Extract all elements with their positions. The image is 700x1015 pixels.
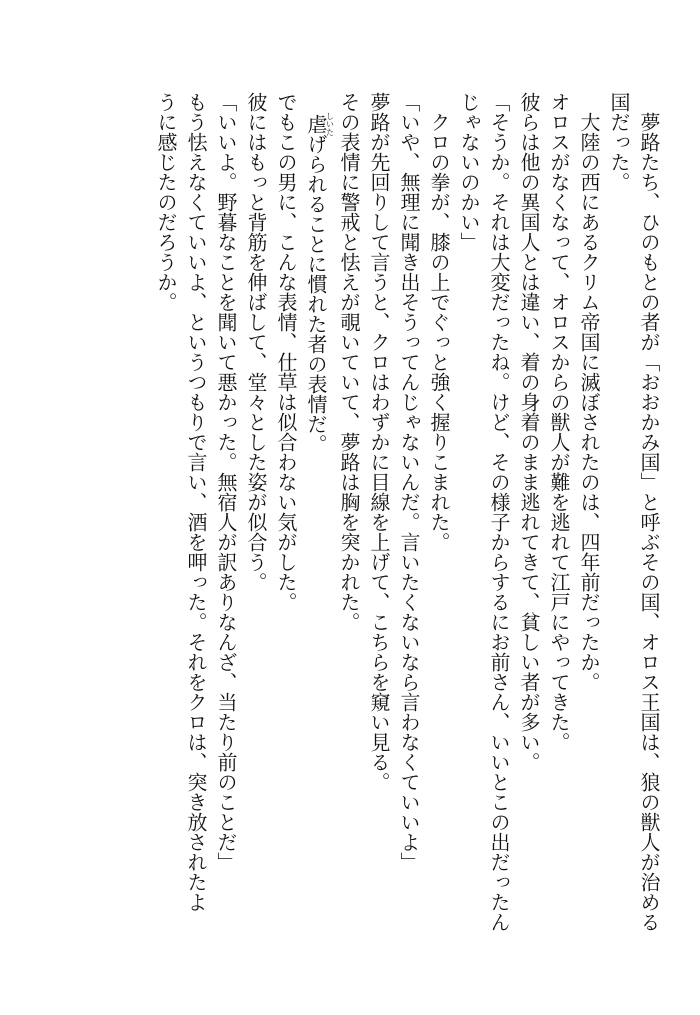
text-line-rest: げられることに慣れた者の表情だ。 [304,134,328,454]
text-line: 夢路たち、ひのもとの者が「おおかみ国」と呼ぶその国、オロス王国は、狼の獣人が治める [637,112,661,932]
text-line-with-ruby [301,92,334,972]
text-line: 夢路が先回りして言うと、クロはわずかに目線を上げて、こちらを窺い見る。 [367,92,391,792]
text-line: 大陸の西にあるクリム帝国に滅ぼされたのは、四年前だったか。 [577,112,601,692]
ruby-base: 虐 [304,112,328,136]
text-line: うに感じたのだろうか。 [154,92,178,312]
text-line: もう怯えなくていいよ、というつもりで言い、酒を呷った。それをクロは、突き放されたよ [184,92,208,912]
text-line: 「いいよ。野暮なことを聞いて悪かった。無宿人が訳ありなんざ、当たり前のことだ」 [214,92,238,872]
text-line: でもこの男に、こんな表情、仕草は似合わない気がした。 [274,92,298,612]
text-line: クロの拳が、膝の上でぐっと強く握りこまれた。 [427,112,451,552]
text-line: その表情に警戒と怯えが覗いていて、夢路は胸を突かれた。 [337,92,361,632]
vertical-text-body [36,92,664,972]
text-line: じゃないのかい」 [457,92,481,252]
text-line: 「そうか。それは大変だったね。けど、その様子からするにお前さん、いいとこの出だったん [487,92,511,932]
text-line: 国だった。 [607,92,631,192]
text-line: 「いや、無理に聞き出そうってんじゃないんだ。言いたくないなら言わなくていいよ」 [397,92,421,872]
text-line: オロスがなくなって、オロスからの獣人が難を逃れて江戸にやってきた。 [547,92,571,752]
text-line: 彼らは他の異国人とは違い、着の身着のまま逃れてきて、貧しい者が多い。 [517,92,541,772]
ruby-reading: しいた [325,112,335,136]
text-line: 彼にはもっと背筋を伸ばして、堂々とした姿が似合う。 [244,92,268,592]
ruby-word [304,112,335,136]
